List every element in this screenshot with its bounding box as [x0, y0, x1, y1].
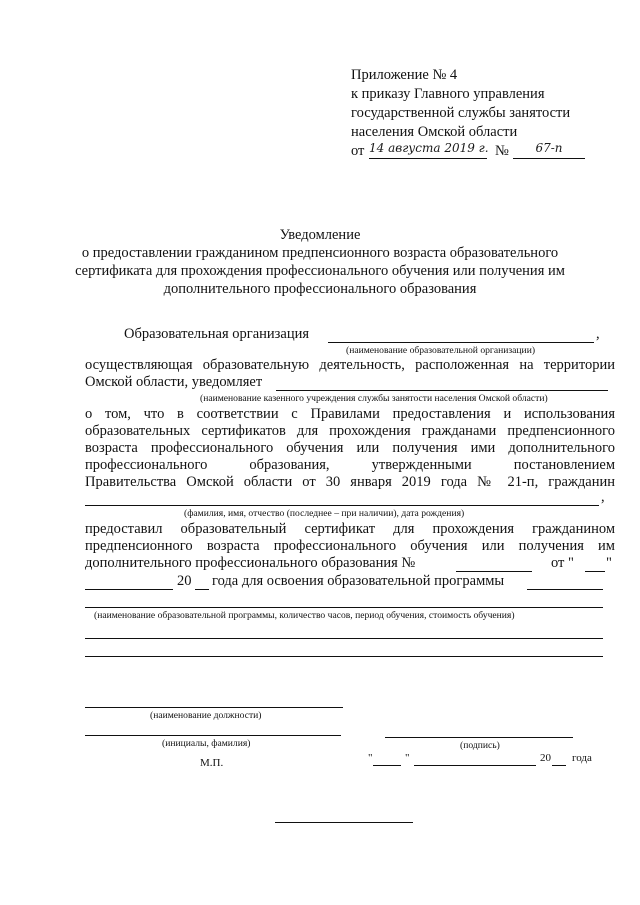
program-fill-line-3 [85, 656, 603, 657]
date-year-prefix: 20 [540, 752, 551, 764]
signature-caption: (подпись) [460, 740, 500, 751]
citizen-caption: (фамилия, имя, отчество (последнее – при наличии), дата рождения) [184, 508, 465, 519]
program-fill-line-inline [527, 589, 603, 590]
handwritten-date: 14 августа 2019 г. [369, 139, 487, 159]
initials-caption: (инициалы, фамилия) [162, 738, 251, 749]
notice-subject-line-3: дополнительного профессионального образования [163, 281, 477, 297]
citizen-fill-line [85, 505, 599, 506]
organization-fill-line [328, 342, 594, 343]
notice-subject-line-1: о предоставлении гражданином предпенсионного возраста образовательного [81, 245, 559, 261]
date-quote-open: " [368, 752, 373, 764]
program-fill-line-2 [85, 638, 603, 639]
body-line-rules-3: возраста профессионального обучения или получения ими дополнительного [85, 440, 615, 456]
organization-comma: , [596, 326, 600, 342]
bottom-separator-line [275, 822, 413, 823]
body-line-activity: осуществляющая образовательную деятельность, расположенная на территории [85, 357, 615, 373]
citizen-comma: , [601, 489, 605, 505]
organization-caption: (наименование образовательной организации) [346, 345, 536, 356]
notice-subject-line-2: сертификата для прохождения профессионального обучения или получения им [75, 263, 565, 279]
issuer-region-line: населения Омской области [351, 124, 518, 140]
number-label: № [495, 143, 509, 159]
year-prefix: 20 [177, 573, 192, 589]
body-line-rules-2: образовательных сертификатов для прохождения гражданами предпенсионного [85, 423, 615, 439]
position-caption: (наименование должности) [150, 710, 262, 721]
issuer-line: государственной службы занятости [351, 105, 571, 121]
program-caption: (наименование образовательной программы, количество часов, период обучения, стоимость обучения) [94, 610, 515, 621]
date-month-fill-line [414, 765, 536, 766]
certificate-date-from: от " [551, 555, 574, 571]
order-reference-line: к приказу Главного управления [351, 86, 545, 102]
handwritten-number: 67-п [513, 139, 585, 159]
date-day-fill-line [373, 765, 401, 766]
date-year-word: года [572, 752, 592, 764]
employment-service-caption: (наименование казенного учреждения службы занятости населения Омской области) [200, 393, 548, 404]
certificate-date-quote: " [606, 555, 612, 571]
stamp-place: М.П. [200, 757, 224, 769]
year-suffix-fill-line [195, 589, 209, 590]
position-fill-line [85, 707, 343, 708]
certificate-day-fill-line [585, 571, 605, 572]
signature-fill-line [385, 737, 573, 738]
employment-service-fill-line [276, 390, 608, 391]
certificate-number-fill-line [456, 571, 532, 572]
order-date-number [351, 142, 591, 161]
body-line-rules-5: Правительства Омской области от 30 января 2019 года № 21-п, гражданин [85, 474, 615, 490]
notice-title: Уведомление [279, 227, 361, 243]
body-line-rules-4: профессионального образования, утвержденными постановлением [85, 457, 615, 473]
date-year-fill-line [552, 765, 566, 766]
body-line-rules-1: о том, что в соответствии с Правилами предоставления и использования [85, 406, 615, 422]
certificate-month-fill-line [85, 589, 173, 590]
initials-fill-line [85, 735, 341, 736]
from-label: от [351, 143, 365, 159]
organization-label: Образовательная организация [124, 326, 310, 342]
date-quote-close: " [405, 752, 410, 764]
body-line-certificate-1: предоставил образовательный сертификат для прохождения гражданином [85, 521, 615, 537]
appendix-number: Приложение № 4 [351, 67, 458, 83]
notifies-label: Омской области, уведомляет [85, 374, 263, 390]
program-intro: года для освоения образовательной программы [212, 573, 505, 589]
certificate-number-label: дополнительного профессионального образования № [85, 555, 416, 571]
program-fill-line-1 [85, 607, 603, 608]
body-line-certificate-2: предпенсионного возраста профессионального обучения или получения им [85, 538, 615, 554]
